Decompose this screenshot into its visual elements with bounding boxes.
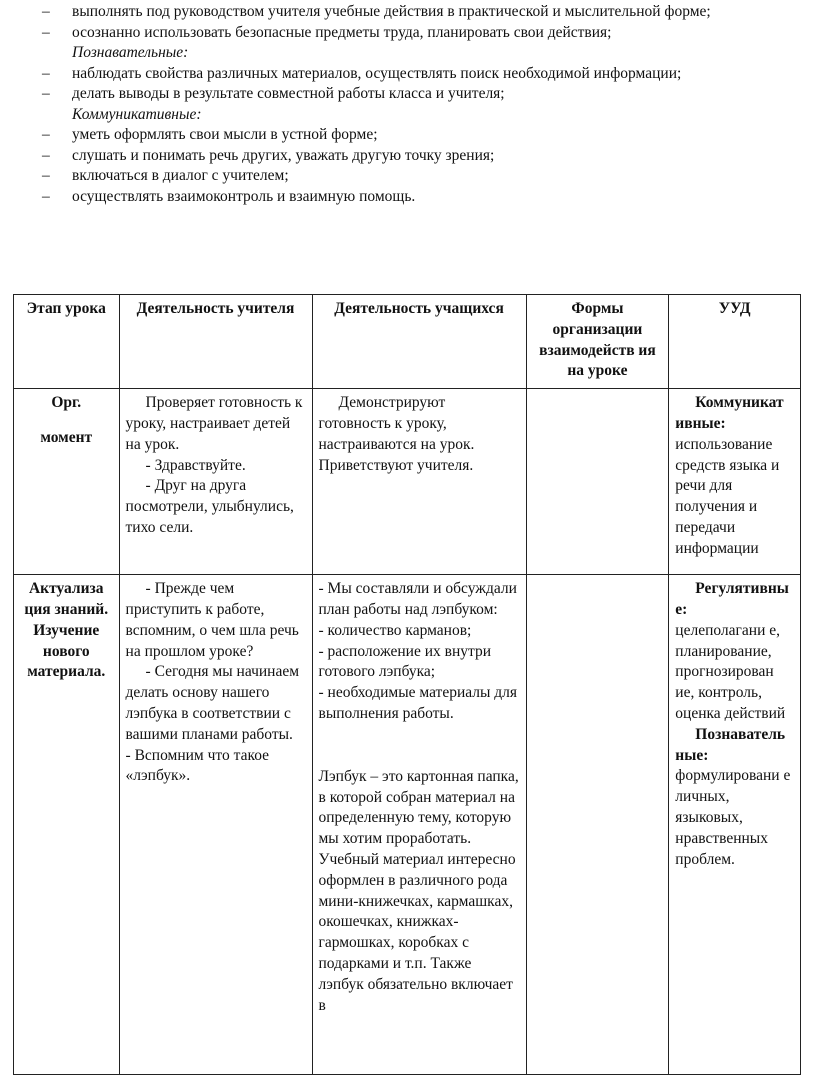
table-row — [14, 575, 801, 1075]
list-item: – уметь оформлять свои мысли в устной форме; — [42, 126, 378, 143]
list-item: – осознанно использовать безопасные предметы труда, планировать свои действия; — [42, 23, 612, 41]
objectives-list — [42, 2, 782, 207]
list-item: – наблюдать свойства различных материалов, осуществлять поиск необходимой информации; — [42, 64, 682, 82]
header-stage: Этап урока — [14, 295, 120, 389]
uud-cell: Коммуникат ивные: использование средств языка и речи для получения и передачи информации — [669, 389, 801, 575]
forms-cell — [526, 575, 669, 1075]
students-cell: - Мы составляли и обсуждали план работы над лэпбуком: - количество карманов; - расположение их внутри готового лэпбука; - необходимые материалы для выполнения работы. Лэпбук – это картонная папка, в которой собран материал на определенную тему, которую мы хотим проработать. Учебный материал интересно оформлен в различного рода мини-книжечках, кармашках, окошечках, книжках-гармошках, коробках с подарками и т.п. Также лэпбук обязательно включает в — [312, 575, 526, 1075]
list-item: – делать выводы в результате совместной работы класса и учителя; — [42, 85, 505, 102]
stage-cell: Актуализа ция знаний. Изучение нового материала. — [14, 575, 120, 1075]
section-heading-communicative: Коммуникативные: — [72, 105, 202, 123]
header-forms: Формы организации взаимодейств ия на уроке — [526, 295, 669, 389]
list-item: – осуществлять взаимоконтроль и взаимную помощь. — [42, 187, 416, 205]
table-row — [14, 389, 801, 575]
teacher-cell: - Прежде чем приступить к работе, вспомним, о чем шла речь на прошлом уроке? - Сегодня мы начинаем делать основу нашего лэпбука в соответствии с вашими планами работы. - Вспомним что такое «лэпбук». — [119, 575, 312, 1075]
stage-cell: Орг. момент — [14, 389, 120, 575]
lesson-plan-table — [13, 294, 801, 1075]
header-uud: УУД — [669, 295, 801, 389]
header-students: Деятельность учащихся — [312, 295, 526, 389]
section-heading-cognitive: Познавательные: — [72, 44, 189, 61]
uud-cell: Регулятивны е:целеполагани е, планирование, прогнозирован ие, контроль, оценка действий Познаватель ные: формулировани е личных, языковых, нравственных проблем. — [669, 575, 801, 1075]
header-teacher: Деятельность учителя — [119, 295, 312, 389]
teacher-cell: Проверяет готовность к уроку, настраивает детей на урок. - Здравствуйте. - Друг на друга посмотрели, улыбнулись, тихо сели. — [119, 389, 312, 575]
forms-cell — [526, 389, 669, 575]
list-item: – включаться в диалог с учителем; — [42, 167, 289, 184]
table-header-row — [14, 295, 801, 389]
list-item: – выполнять под руководством учителя учебные действия в практической и мыслительной форме; — [42, 3, 711, 20]
list-item: – слушать и понимать речь других, уважать другую точку зрения; — [42, 146, 495, 164]
students-cell: Демонстрируют готовность к уроку, настраиваются на урок. Приветствуют учителя. — [312, 389, 526, 575]
